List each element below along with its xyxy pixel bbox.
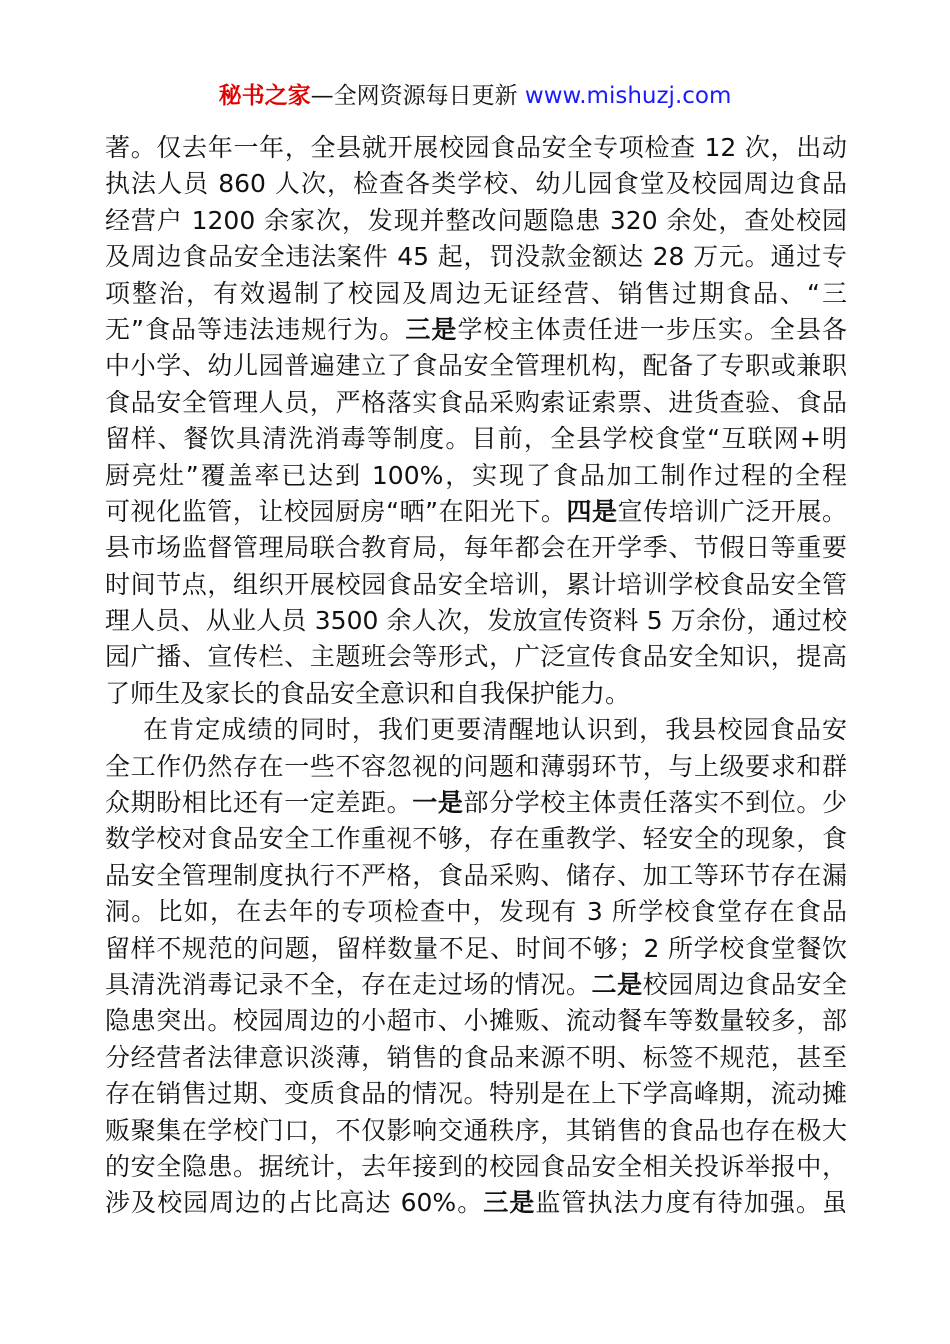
text-line: 时间节点，组织开展校园食品安全培训，累计培训学校食品安全管 [105, 569, 847, 599]
site-brand: 秘书之家 [218, 83, 311, 109]
point-marker: 三是 [405, 314, 458, 344]
text-line: 数学校对食品安全工作重视不够，存在重教学、轻安全的现象，食 [105, 824, 847, 854]
text-line: 涉及校园周边的占比高达 60%。三是监管执法力度有待加强。虽 [105, 1188, 847, 1218]
text-line: 众期盼相比还有一定差距。一是部分学校主体责任落实不到位。少 [105, 788, 847, 818]
text-line: 品安全管理制度执行不严格，食品采购、储存、加工等环节存在漏 [105, 860, 847, 890]
site-header [0, 80, 950, 112]
text-line: 分经营者法律意识淡薄，销售的食品来源不明、标签不规范，甚至 [105, 1042, 847, 1072]
text-line: 贩聚集在学校门口，不仅影响交通秩序，其销售的食品也存在极大 [105, 1115, 847, 1145]
text-line: 理人员、从业人员 3500 余人次，发放宣传资料 5 万余份，通过校 [105, 606, 847, 636]
text-line: 具清洗消毒记录不全，存在走过场的情况。二是校园周边食品安全 [105, 969, 847, 999]
text-line: 可视化监管，让校园厨房“晒”在阳光下。四是宣传培训广泛开展。 [105, 496, 847, 526]
paragraph-start-line: 在肯定成绩的同时，我们更要清醒地认识到，我县校园食品安 [143, 715, 847, 745]
text-line: 经营户 1200 余家次，发现并整改问题隐患 320 余处，查处校园 [105, 205, 847, 235]
document-body [105, 130, 847, 1222]
paragraph-end-line: 了师生及家长的食品安全意识和自我保护能力。 [105, 678, 631, 708]
point-marker: 一是 [412, 788, 464, 818]
site-url-link[interactable]: www.mishuzj.com [524, 83, 732, 109]
text-line: 著。仅去年一年，全县就开展校园食品安全专项检查 12 次，出动 [105, 133, 847, 162]
point-marker: 二是 [591, 969, 643, 999]
text-line: 存在销售过期、变质食品的情况。特别是在上下学高峰期，流动摊 [105, 1079, 847, 1109]
text-line: 园广播、宣传栏、主题班会等形式，广泛宣传食品安全知识，提高 [105, 642, 847, 672]
point-marker: 四是 [566, 496, 618, 526]
text-line: 留样、餐饮具清洗消毒等制度。目前，全县学校食堂“互联网+明 [105, 424, 847, 454]
text-line: 县市场监督管理局联合教育局，每年都会在开学季、节假日等重要 [105, 533, 847, 563]
text-line: 的安全隐患。据统计，去年接到的校园食品安全相关投诉举报中， [105, 1151, 847, 1181]
text-line: 执法人员 860 人次，检查各类学校、幼儿园食堂及校园周边食品 [105, 169, 847, 199]
text-line: 厨亮灶”覆盖率已达到 100%，实现了食品加工制作过程的全程 [105, 460, 847, 490]
text-line: 留样不规范的问题，留样数量不足、时间不够；2 所学校食堂餐饮 [105, 933, 847, 963]
point-marker: 三是 [483, 1188, 536, 1218]
text-line: 无”食品等违法违规行为。三是学校主体责任进一步压实。全县各 [105, 314, 847, 344]
text-line: 隐患突出。校园周边的小超市、小摊贩、流动餐车等数量较多，部 [105, 1006, 847, 1036]
text-line: 全工作仍然存在一些不容忽视的问题和薄弱环节，与上级要求和群 [105, 751, 847, 781]
site-tagline: —全网资源每日更新 [310, 83, 518, 109]
text-line: 及周边食品安全违法案件 45 起，罚没款金额达 28 万元。通过专 [105, 242, 847, 272]
text-line: 洞。比如，在去年的专项检查中，发现有 3 所学校食堂存在食品 [105, 897, 847, 927]
text-line: 项整治，有效遏制了校园及周边无证经营、销售过期食品、“三 [105, 278, 847, 308]
text-line: 食品安全管理人员，严格落实食品采购索证索票、进货查验、食品 [105, 387, 847, 417]
text-line: 中小学、幼儿园普遍建立了食品安全管理机构，配备了专职或兼职 [105, 351, 847, 381]
